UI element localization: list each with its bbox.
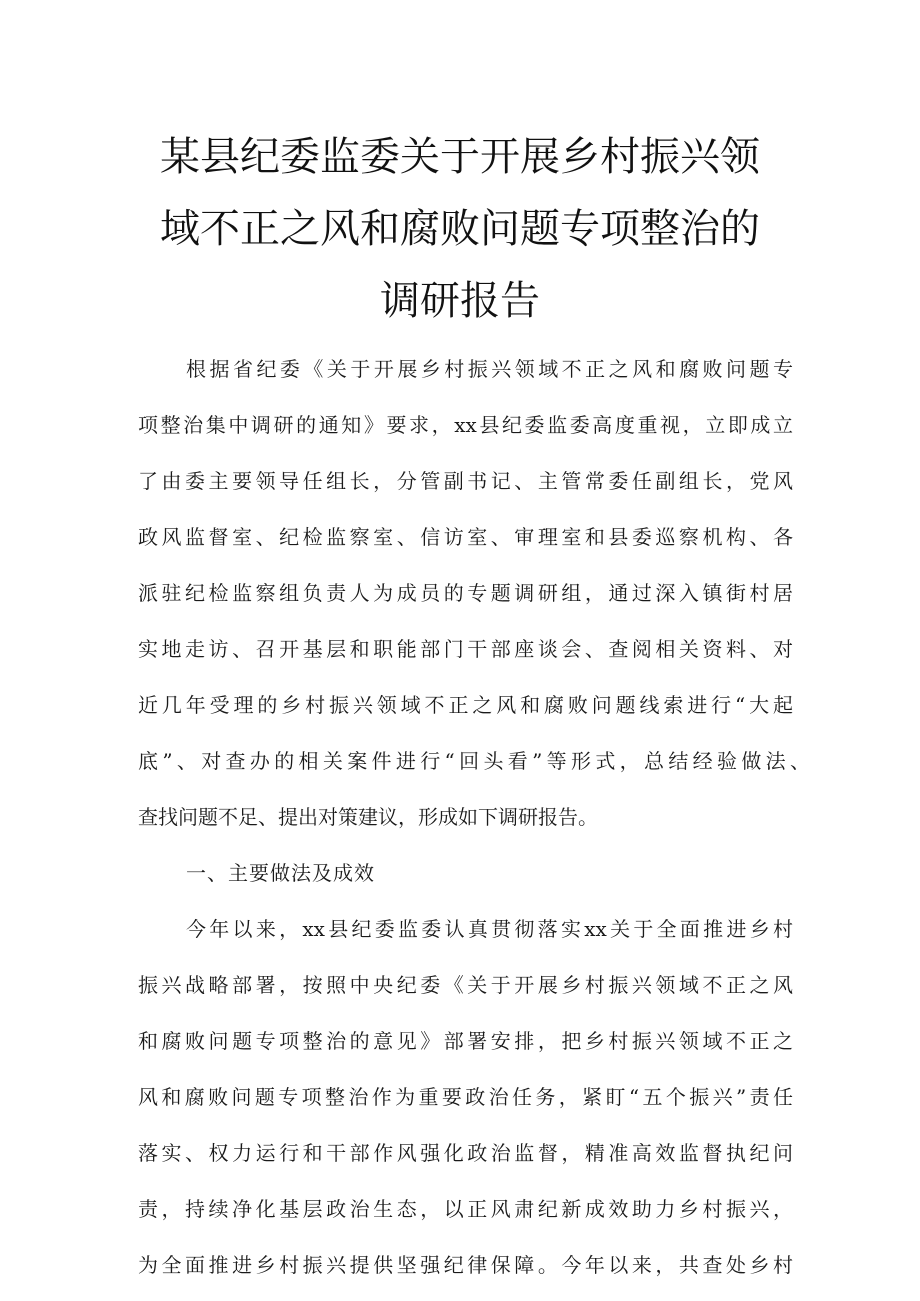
document-title-line-1: 某县纪委监委关于开展乡村振兴领 xyxy=(160,134,760,180)
section-heading: 一、主要做法及成效 xyxy=(186,861,375,885)
text-line: 为全面推进乡村振兴提供坚强纪律保障。今年以来，共查处乡村 xyxy=(138,1253,793,1277)
text-line: 派驻纪检监察组负责人为成员的专题调研组，通过深入镇街村居 xyxy=(138,581,793,605)
text-line: 根据省纪委《关于开展乡村振兴领域不正之风和腐败问题专 xyxy=(186,357,793,381)
text-line: 政风监督室、纪检监察室、信访室、审理室和县委巡察机构、各 xyxy=(138,525,793,549)
text-line: 今年以来，xx县纪委监委认真贯彻落实xx关于全面推进乡村 xyxy=(186,917,793,941)
document-title-line-3: 调研报告 xyxy=(380,278,540,324)
text-line: 项整治集中调研的通知》要求，xx县纪委监委高度重视，立即成立 xyxy=(138,413,793,437)
text-line: 落实、权力运行和干部作风强化政治监督，精准高效监督执纪问 xyxy=(138,1141,793,1165)
text-line: 了由委主要领导任组长，分管副书记、主管常委任副组长，党风 xyxy=(138,469,793,493)
document-title-line-2: 域不正之风和腐败问题专项整治的 xyxy=(160,206,760,252)
text-line: 实地走访、召开基层和职能部门干部座谈会、查阅相关资料、对 xyxy=(138,637,793,661)
text-line: 和腐败问题专项整治的意见》部署安排，把乡村振兴领域不正之 xyxy=(138,1029,793,1053)
text-line: 查找问题不足、提出对策建议，形成如下调研报告。 xyxy=(138,805,598,829)
text-line: 底”、对查办的相关案件进行“回头看”等形式，总结经验做法、 xyxy=(138,749,810,773)
text-line: 责，持续净化基层政治生态，以正风肃纪新成效助力乡村振兴， xyxy=(138,1197,793,1221)
text-line: 振兴战略部署，按照中央纪委《关于开展乡村振兴领域不正之风 xyxy=(138,973,793,997)
text-line: 近几年受理的乡村振兴领域不正之风和腐败问题线索进行“大起 xyxy=(138,693,793,717)
text-line: 风和腐败问题专项整治作为重要政治任务，紧盯“五个振兴”责任 xyxy=(138,1085,793,1109)
